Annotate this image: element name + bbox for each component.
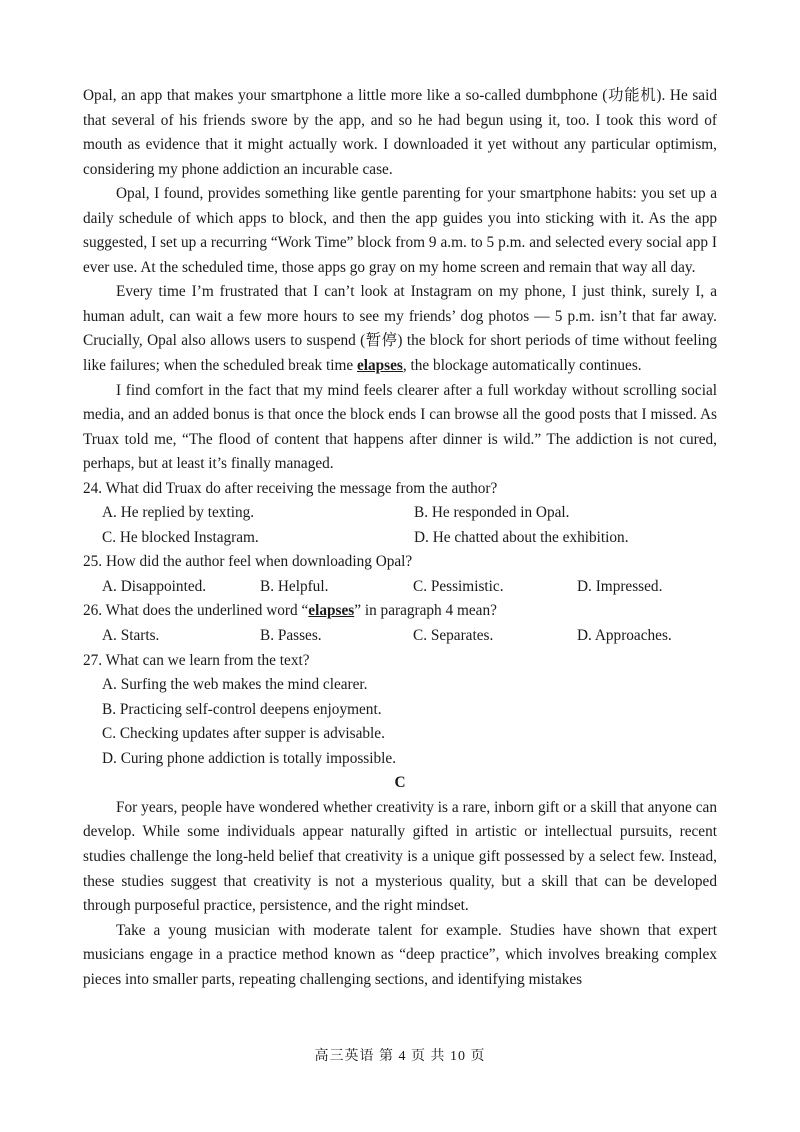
passage-b-paragraph-4: I find comfort in the fact that my mind feels clearer after a full workday without scrolling social media, and an added bonus is that once the block ends I can browse all the good posts that I missed. As Truax told me, “The flood of content that happens after dinner is wild.” The addiction is not cured, perhaps, but at least it’s finally managed.	[83, 381, 717, 473]
option-a: A. He replied by texting.	[102, 504, 255, 522]
option-c: C. Pessimistic.	[413, 577, 504, 595]
question-25-options	[83, 575, 717, 600]
question-24	[83, 477, 717, 551]
passage-c-paragraph-1: For years, people have wondered whether creativity is a rare, inborn gift or a skill that anyone can develop. While some individuals appear naturally gifted in artistic or intellectual pursuits, recent studies challenge the long-held belief that creativity is a unique gift possessed by a select few. Instead, these studies suggest that creativity is not a mysterious quality, but a skill that can be developed through purposeful practice, persistence, and the right mindset.	[83, 798, 717, 915]
question-26-stem-end: ” in paragraph 4 mean?	[354, 602, 497, 620]
page-content	[83, 84, 717, 992]
paragraph-3-text-end: , the blockage automatically continues.	[402, 357, 642, 375]
option-b: B. Passes.	[260, 627, 322, 645]
option-c: C. Separates.	[413, 627, 494, 645]
option-a: A. Disappointed.	[102, 577, 207, 595]
underlined-word-elapses: elapses	[356, 357, 403, 375]
option-a: A. Starts.	[102, 627, 160, 645]
option-d: D. He chatted about the exhibition.	[414, 528, 629, 546]
question-26-options	[83, 624, 717, 649]
section-heading-c: C	[394, 774, 406, 792]
question-27-option-c: C. Checking updates after supper is advisable.	[102, 725, 385, 743]
question-24-options	[83, 501, 717, 550]
question-27	[83, 649, 717, 772]
passage-b-paragraph-2: Opal, I found, provides something like gentle parenting for your smartphone habits: you set up a daily schedule of which apps to block, and then the app guides you into sticking with it. As the app suggested, I set up a recurring “Work Time” block from 9 a.m. to 5 p.m. and selected every social app I ever use. At the scheduled time, those apps go gray on my home screen and remain that way all day.	[83, 185, 717, 276]
question-26	[83, 599, 717, 648]
option-c: C. He blocked Instagram.	[102, 528, 259, 546]
question-25	[83, 550, 717, 599]
question-24-stem: 24. What did Truax do after receiving the message from the author?	[83, 479, 498, 497]
passage-c-paragraph-2: Take a young musician with moderate talent for example. Studies have shown that expert musicians engage in a practice method known as “deep practice”, which involves breaking complex pieces into smaller parts, repeating challenging sections, and identifying mistakes	[83, 921, 717, 988]
question-27-option-a: A. Surfing the web makes the mind clearer.	[102, 676, 368, 694]
question-26-underlined-word: elapses	[308, 602, 355, 620]
passage-b-paragraph-1: Opal, an app that makes your smartphone a little more like a so-called dumbphone (功能机). He said that several of his friends swore by the app, and so he had begun using it, too. I took this word of mouth as evidence that it might actually work. I downloaded it yet without any particular optimism, considering my phone addiction an incurable case.	[83, 87, 717, 178]
passage-b-paragraph-3	[83, 280, 717, 378]
question-26-stem	[83, 599, 717, 624]
option-d: D. Impressed.	[577, 577, 663, 595]
option-d: D. Approaches.	[577, 627, 672, 645]
question-27-stem: 27. What can we learn from the text?	[83, 651, 310, 669]
question-27-option-b: B. Practicing self-control deepens enjoyment.	[102, 700, 382, 718]
question-25-stem: 25. How did the author feel when downloading Opal?	[83, 553, 413, 571]
option-b: B. He responded in Opal.	[414, 504, 570, 522]
page-footer: 高三英语 第 4 页 共 10 页	[314, 1049, 486, 1064]
paragraph-3-text-start: Every time I’m frustrated that I can’t look at Instagram on my phone, I just think, surely I, a human adult, can wait a few more hours to see my friends’ dog photos — 5 p.m. isn’t that far away. Crucially, Opal also allows users to suspend (暂停) the block for short periods of time without feeling like failures; when the scheduled break time	[83, 283, 717, 375]
question-26-stem-start: 26. What does the underlined word “	[83, 602, 309, 620]
question-27-option-d: D. Curing phone addiction is totally impossible.	[102, 749, 397, 767]
option-b: B. Helpful.	[260, 577, 329, 595]
